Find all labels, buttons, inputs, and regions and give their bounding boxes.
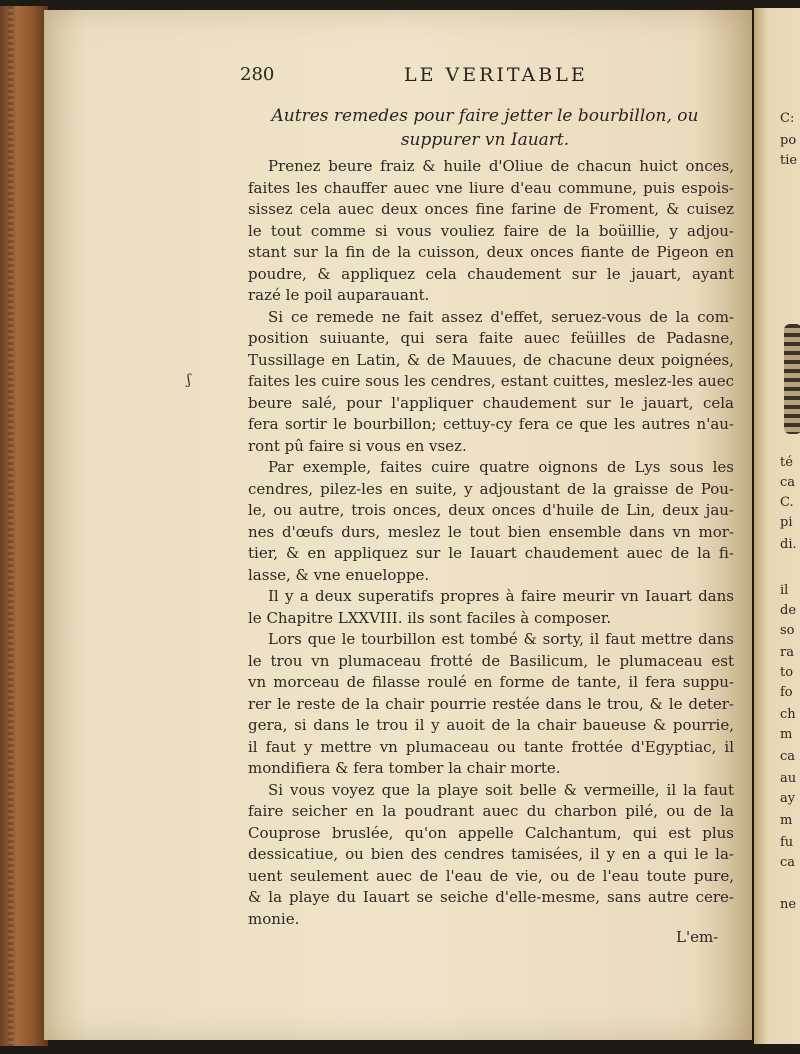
text-line: monie. [248,909,300,928]
text-line: ront pû faire si vous en vsez. [248,436,467,455]
body-text [248,156,734,930]
catchword: L'em- [676,928,719,946]
next-page-fragment: tie [780,153,798,168]
next-page-fragment: pi [780,515,793,530]
text-line: faites les chauffer auec vne liure d'eau commune, puis espois- [248,178,734,197]
chapter-title-line: Autres remedes pour faire jetter le bourbillon, ou [271,106,699,126]
text-line: position suiuante, qui sera faite auec feüilles de Padasne, [248,329,734,347]
next-page-fragment: au [780,771,797,786]
text-line: mondifiera & fera tomber la chair morte. [248,759,561,777]
chapter-title-line: suppurer vn Iauart. [400,130,570,150]
text-line: faites les cuire sous les cendres, estant cuittes, meslez-les auec [248,372,734,390]
text-line: Prenez beure fraiz & huile d'Oliue de chacun huict onces, [268,157,734,175]
text-line: Si ce remede ne fait assez d'effet, seruez-vous de la com- [268,307,734,326]
text-line: dessicatiue, ou bien des cendres tamisées, il y en a qui le la- [248,845,734,863]
text-line: le, ou autre, trois onces, deux onces d'huile de Lin, deux jau- [248,501,734,519]
text-line: beure salé, pour l'appliquer chaudement sur le jauart, cela [248,393,734,412]
margin-mark: ʃ [187,372,191,388]
text-line: le trou vn plumaceau frotté de Basilicum, le plumaceau est [248,651,734,670]
next-page-fragment: ay [780,791,796,806]
book-spine [0,6,48,1046]
text-line: & la playe du Iauart se seiche d'elle-mesme, sans autre cere- [248,888,734,906]
next-page-fragment: di. [780,537,797,552]
right-page-edge [754,8,800,1044]
text-line: uent seulement auec de l'eau de vie, ou de l'eau toute pure, [248,866,734,885]
next-page-fragment: po [780,133,797,148]
text-line: vn morceau de filasse roulé en forme de tante, il fera suppu- [248,673,734,691]
next-page-fragment: C: [780,111,795,126]
next-page-fragment: to [780,665,794,680]
next-page-fragment: m [780,727,793,742]
text-line: il faut y mettre vn plumaceau ou tante frottée d'Egyptiac, il [248,737,734,756]
text-line: le tout comme si vous vouliez faire de la boüillie, y adjou- [248,221,734,240]
next-page-fragment: C. [780,495,794,510]
text-line: poudre, & appliquez cela chaudement sur le jauart, ayant [248,264,734,283]
text-line: gera, si dans le trou il y auoit de la chair baueuse & pourrie, [248,716,734,734]
next-page-fragment: il [780,583,789,598]
page-number: 280 [240,64,275,85]
chapter-title [250,104,720,152]
text-line: fera sortir le bourbillon; cettuy-cy fera ce que les autres n'au- [248,415,734,433]
text-line: stant sur la fin de la cuisson, deux onces fiante de Pigeon en [248,243,734,261]
next-page-fragment: so [780,623,795,638]
text-line: Lors que le tourbillon est tombé & sorty, il faut mettre dans [268,630,734,648]
text-line: le Chapitre LXXVIII. ils sont faciles à composer. [248,608,612,627]
next-page-fragment: ca [780,749,796,764]
text-line: Tussillage en Latin, & de Mauues, de chacune deux poignées, [248,350,734,369]
text-line: Il y a deux superatifs propres à faire meurir vn Iauart dans [268,587,734,605]
next-page-fragment: ch [780,707,796,722]
text-line: razé le poil auparauant. [248,286,430,304]
text-line: nes d'œufs durs, meslez le tout bien ensemble dans vn mor- [248,522,734,541]
text-line: faire seicher en la poudrant auec du charbon pilé, ou de la [248,802,734,820]
text-line: Couprose bruslée, qu'on appelle Calchantum, qui est plus [248,823,734,842]
next-page-fragment: m [780,813,793,828]
next-page-fragment: fu [780,835,794,850]
next-page-fragment: de [780,603,797,618]
text-line: Par exemple, faites cuire quatre oignons de Lys sous les [268,458,734,476]
next-page-fragment: té [780,455,793,470]
text-line: cendres, pilez-les en suite, y adjoustant de la graisse de Pou- [248,479,734,498]
next-page-fragment: ca [780,855,796,870]
running-title: LE VERITABLE [404,64,588,86]
text-line: tier, & en appliquez sur le Iauart chaudement auec de la fi- [248,544,734,562]
text-line: lasse, & vne enueloppe. [248,565,430,584]
page-header [240,64,620,90]
next-page-fragment: fo [780,685,793,700]
text-line: sissez cela auec deux onces fine farine de Froment, & cuisez [248,200,734,218]
next-page-fragment: ne [780,897,797,912]
text-line: rer le reste de la chair pourrie restée dans le trou, & le deter- [248,694,734,713]
text-line: Si vous voyez que la playe soit belle & vermeille, il la faut [268,780,734,799]
next-page-fragment: ca [780,475,796,490]
ornament-border [784,324,800,434]
next-page-fragment: ra [780,645,794,660]
